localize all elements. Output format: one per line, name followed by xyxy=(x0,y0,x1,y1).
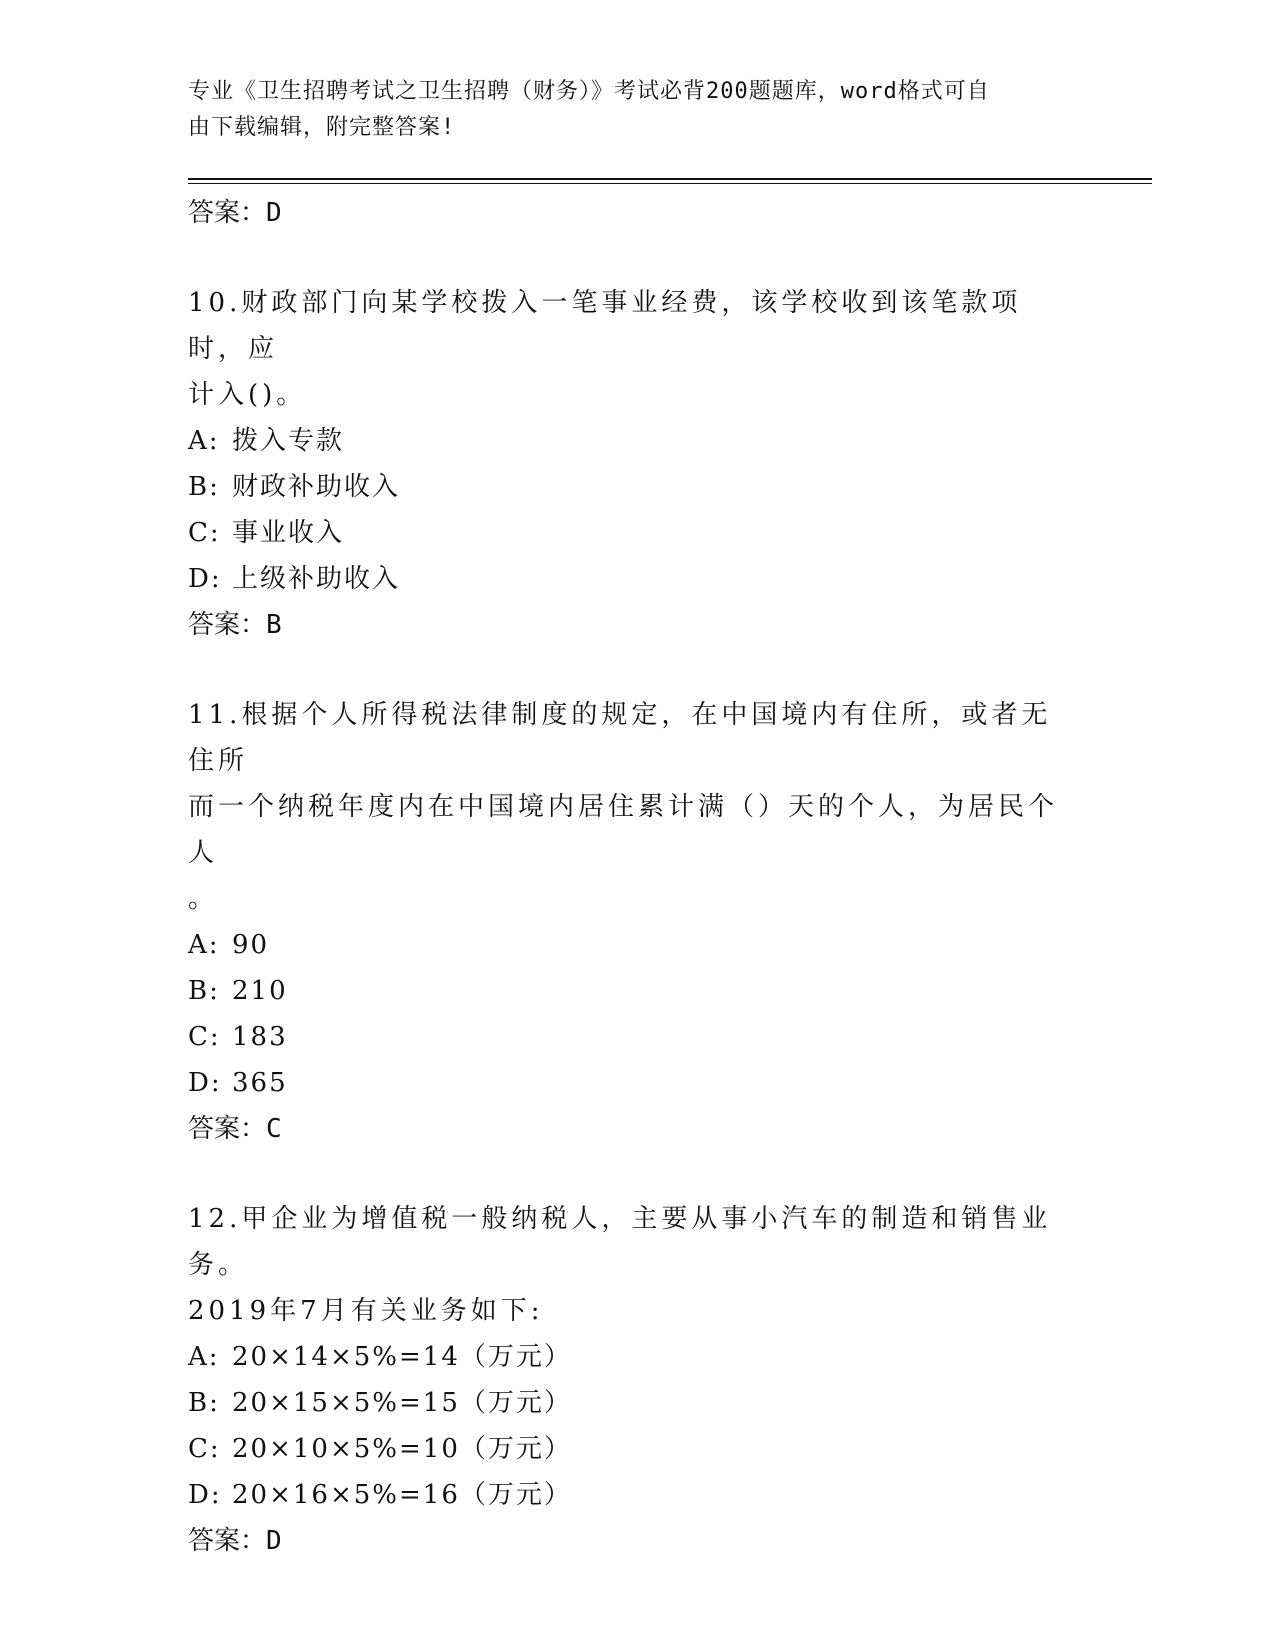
option-text: 365 xyxy=(232,1068,288,1098)
option-text: 事业收入 xyxy=(232,518,345,548)
option-label: B: xyxy=(188,1388,220,1418)
answer-line: 答案：B xyxy=(188,610,282,640)
option-c xyxy=(188,510,1088,556)
question-stem-line: 12.甲企业为增值税一般纳税人，主要从事小汽车的制造和销售业务。 xyxy=(188,1204,1052,1280)
document-body xyxy=(188,190,1088,1564)
option-label: A: xyxy=(188,930,220,960)
header-line-2: 由下载编辑，附完整答案! xyxy=(188,115,456,140)
option-a xyxy=(188,1334,1088,1380)
option-a xyxy=(188,418,1088,464)
question-stem-line: 。 xyxy=(188,884,219,914)
question-stem-line: 10.财政部门向某学校拨入一笔事业经费，该学校收到该笔款项时，应 xyxy=(188,288,1022,364)
option-label: B: xyxy=(188,472,220,502)
question-stem xyxy=(188,1196,1078,1334)
option-label: C: xyxy=(188,1022,221,1052)
document-header xyxy=(188,74,1068,146)
question-11 xyxy=(188,692,1088,1152)
option-d xyxy=(188,556,1088,602)
option-c xyxy=(188,1426,1088,1472)
option-d xyxy=(188,1472,1088,1518)
option-a xyxy=(188,922,1088,968)
option-text: 183 xyxy=(232,1022,288,1052)
option-text: 拨入专款 xyxy=(232,426,345,456)
question-stem xyxy=(188,280,1078,418)
option-label: B: xyxy=(188,976,220,1006)
option-text: 20×16×5%=16（万元） xyxy=(232,1480,572,1510)
option-text: 20×10×5%=10（万元） xyxy=(232,1434,572,1464)
question-stem-line: 11.根据个人所得税法律制度的规定，在中国境内有住所，或者无住所 xyxy=(188,700,1052,776)
option-text: 上级补助收入 xyxy=(232,564,401,594)
option-label: D: xyxy=(188,564,222,594)
option-c xyxy=(188,1014,1088,1060)
question-10 xyxy=(188,280,1088,648)
option-label: A: xyxy=(188,426,220,456)
question-12 xyxy=(188,1196,1088,1564)
header-rule-thin xyxy=(188,183,1152,184)
option-d xyxy=(188,1060,1088,1106)
answer-line: 答案：C xyxy=(188,1114,282,1144)
option-text: 210 xyxy=(232,976,288,1006)
option-b xyxy=(188,968,1088,1014)
option-text: 90 xyxy=(232,930,270,960)
previous-answer: 答案：D xyxy=(188,198,282,228)
question-stem xyxy=(188,692,1078,922)
answer-line: 答案：D xyxy=(188,1526,282,1556)
option-text: 20×15×5%=15（万元） xyxy=(232,1388,572,1418)
question-stem-line: 2019年7月有关业务如下: xyxy=(188,1296,544,1326)
option-label: A: xyxy=(188,1342,220,1372)
option-b xyxy=(188,1380,1088,1426)
header-line-1: 专业《卫生招聘考试之卫生招聘（财务）》考试必背200题题库，word格式可自 xyxy=(188,79,990,104)
option-label: D: xyxy=(188,1068,222,1098)
option-text: 20×14×5%=14（万元） xyxy=(232,1342,572,1372)
option-label: C: xyxy=(188,1434,221,1464)
question-stem-line: 计入()。 xyxy=(188,380,307,410)
question-stem-line: 而一个纳税年度内在中国境内居住累计满（）天的个人，为居民个人 xyxy=(188,792,1059,868)
option-text: 财政补助收入 xyxy=(232,472,401,502)
option-b xyxy=(188,464,1088,510)
option-label: C: xyxy=(188,518,221,548)
header-rule-thick xyxy=(188,178,1152,180)
option-label: D: xyxy=(188,1480,222,1510)
